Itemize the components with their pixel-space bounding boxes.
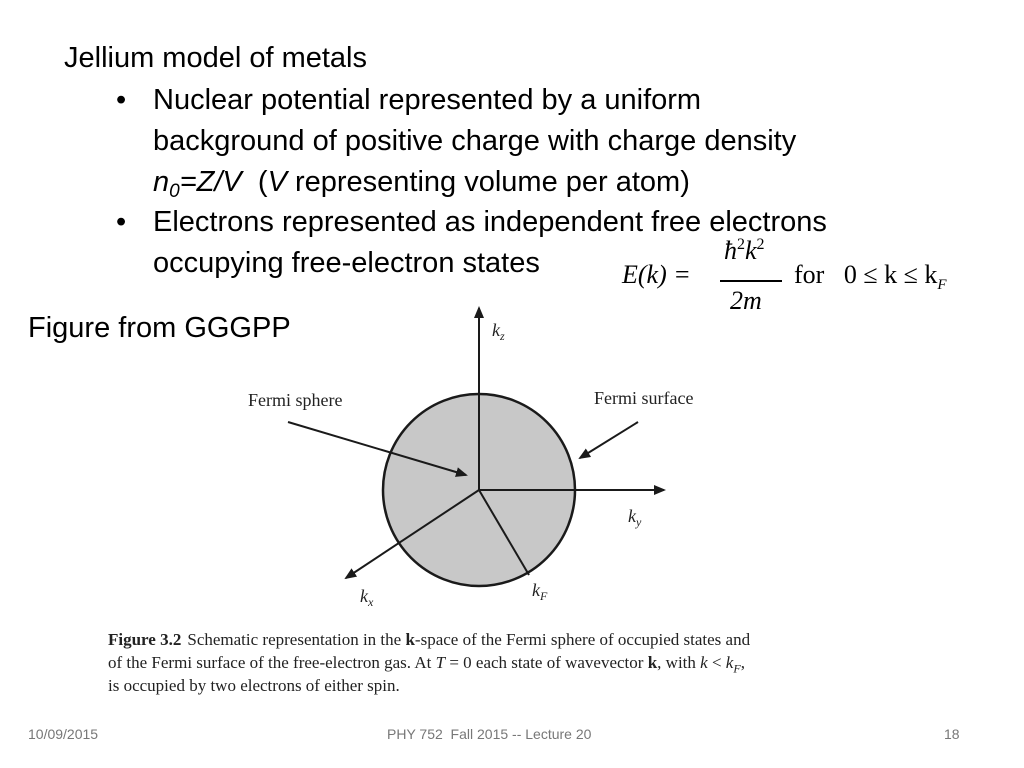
equation-numerator	[724, 236, 765, 266]
caption-symbol-k: k	[700, 653, 708, 672]
condition-subscript: F	[937, 277, 947, 293]
caption-text: <	[707, 653, 726, 672]
caption-text: ,	[740, 653, 745, 672]
caption-bold-k: k	[647, 653, 658, 672]
caption-bold-k: k	[405, 630, 415, 649]
kz-label: $k_z$	[492, 320, 505, 343]
bullet-marker: •	[116, 84, 127, 116]
caption-symbol-kF: k	[725, 653, 734, 672]
hbar-exponent: 2	[737, 236, 745, 253]
kF-label: $k_F$	[532, 580, 548, 603]
bullet-line-density	[153, 162, 796, 203]
equation-condition	[794, 260, 947, 294]
caption-symbol-T: T	[435, 653, 446, 672]
ky-label: $k_y$	[628, 506, 642, 529]
footer-date: 10/09/2015	[28, 726, 99, 742]
footer-course: PHY 752 Fall 2015 -- Lecture 20	[387, 726, 592, 742]
slide-title: Jellium model of metals	[64, 42, 367, 74]
volume-text: representing volume per atom)	[286, 166, 690, 198]
equals-sign: =	[179, 166, 197, 198]
fermi-sphere-label: Fermi sphere	[248, 390, 343, 410]
bullet-marker: •	[116, 206, 127, 238]
equation-lhs	[622, 260, 691, 290]
caption-line	[108, 651, 908, 674]
footer-page-number: 18	[944, 726, 960, 742]
bullet-text	[153, 80, 796, 203]
caption-text: = 0 each state of wavevector	[445, 653, 648, 672]
fermi-surface-label: Fermi surface	[594, 388, 694, 408]
equation-lhs-text: E(k) =	[622, 260, 691, 289]
fermi-sphere-diagram	[230, 300, 750, 620]
figure-caption	[108, 628, 908, 697]
caption-subscript-F: F	[733, 661, 741, 676]
bullet-line: Nuclear potential represented by a uniform	[153, 84, 702, 116]
hbar-symbol: ħ	[724, 236, 737, 265]
condition-text: for 0 ≤ k ≤ k	[794, 260, 938, 289]
symbol-v: V	[267, 166, 287, 198]
subscript-zero: 0	[169, 181, 180, 202]
caption-line	[108, 628, 908, 651]
k-exponent: 2	[756, 236, 765, 253]
kx-label: $k_x$	[360, 586, 374, 609]
symbol-z-over-v: Z/V	[196, 166, 242, 198]
symbol-n: n	[153, 166, 170, 198]
caption-text: -space of the Fermi sphere of occupied states and	[414, 630, 751, 649]
caption-text: , with	[657, 653, 701, 672]
bullet-line: Electrons represented as independent free electrons	[153, 206, 827, 238]
caption-text: Schematic representation in the	[187, 630, 406, 649]
caption-figure-label: Figure 3.2	[108, 630, 182, 649]
caption-text: of the Fermi surface of the free-electron gas. At	[108, 653, 436, 672]
denominator-text: 2m	[730, 286, 762, 315]
numerator-k: k	[745, 236, 757, 265]
open-paren: (	[241, 166, 268, 198]
fraction-bar	[720, 280, 782, 282]
figure-source: Figure from GGGPP	[28, 312, 291, 344]
fermi-surface-pointer	[580, 422, 638, 458]
bullet-line: occupying free-electron states	[153, 247, 540, 279]
caption-line: is occupied by two electrons of either spin.	[108, 676, 400, 695]
bullet-line: background of positive charge with charge density	[153, 125, 797, 157]
